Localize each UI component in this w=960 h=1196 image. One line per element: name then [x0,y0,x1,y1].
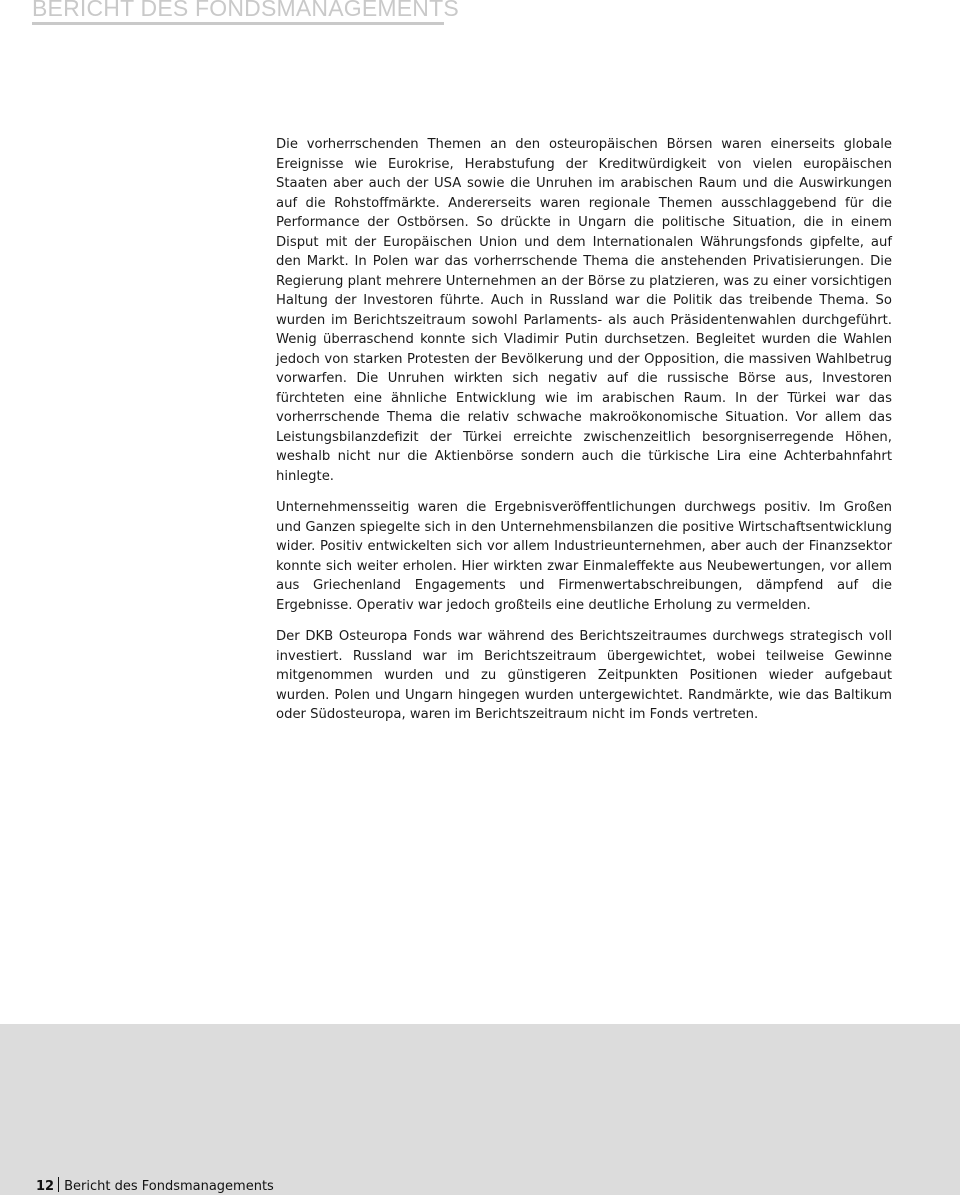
paragraph-company-results: Unternehmensseitig waren die Ergebnisveröffentlichungen durchwegs positiv. Im Großen und Ganzen spiegelte sich in den Unternehmensbilanzen die positive Wirtschaftsentwicklung wider. Positiv entwickelten sich vor allem Industrieunternehmen, aber auch der Finanzsektor konnte sich weiter erholen. Hier wirkten zwar Einmaleffekte aus Neubewertungen, vor allem aus Griechenland Engagements und Firmenwertabschreibungen, dämpfend auf die Ergebnisse. Operativ war jedoch großteils eine deutliche Erholung zu vermelden. [276,500,892,613]
body-text [276,135,892,737]
page-number: 12 [36,1179,55,1194]
header-divider [32,22,444,25]
footer-separator [58,1177,59,1192]
page-footer [36,1177,274,1196]
page-header [32,0,459,28]
section-title: BERICHT DES FONDSMANAGEMENTS [32,0,459,21]
footer-band [0,1024,960,1195]
paragraph-fund-positioning: Der DKB Osteuropa Fonds war während des Berichtszeitraumes durchwegs strategisch voll investiert. Russland war im Berichtszeitraum übergewichtet, wobei teilweise Gewinne mitgenommen wurden und zu günstigeren Zeitpunkten Positionen wieder aufgebaut wurden. Polen und Ungarn hingegen wurden untergewichtet. Randmärkte, wie das Baltikum oder Südosteuropa, waren im Berichtszeitraum nicht im Fonds vertreten. [276,629,892,722]
footer-section-label: Bericht des Fondsmanagements [64,1179,274,1194]
paragraph-market-themes: Die vorherrschenden Themen an den osteuropäischen Börsen waren einerseits globale Ereignisse wie Eurokrise, Herabstufung der Kreditwürdigkeit von vielen europäischen Staaten aber auch der USA sowie die Unruhen im arabischen Raum und die Auswirkungen auf die Rohstoffmärkte. Andererseits waren regionale Themen ausschlaggebend für die Performance der Ostbörsen. So drückte in Ungarn die politische Situation, die in einem Disput mit der Europäischen Union und dem Internationalen Währungsfonds gipfelte, auf den Markt. In Polen war das vorherrschende Thema die anstehenden Privatisierungen. Die Regierung plant mehrere Unternehmen an der Börse zu platzieren, was zu einer vorsichtigen Haltung der Investoren führte. Auch in Russland war die Politik das treibende Thema. So wurden im Berichtszeitraum sowohl Parlaments- als auch Präsidentenwahlen durchgeführt. Wenig überraschend konnte sich Vladimir Putin durchsetzen. Begleitet wurden die Wahlen jedoch von starken Protesten der Bevölkerung und der Opposition, die massiven Wahlbetrug vorwarfen. Die Unruhen wirkten sich negativ auf die russische Börse aus, Investoren fürchteten eine ähnliche Entwicklung wie im arabischen Raum. In der Türkei war das vorherrschende Thema die relativ schwache makroökonomische Situation. Vor allem das Leistungsbilanzdefizit der Türkei erreichte zwischenzeitlich besorgniserregende Höhen, weshalb nicht nur die Aktienbörse sondern auch die türkische Lira eine Achterbahnfahrt hinlegte. [276,137,892,484]
